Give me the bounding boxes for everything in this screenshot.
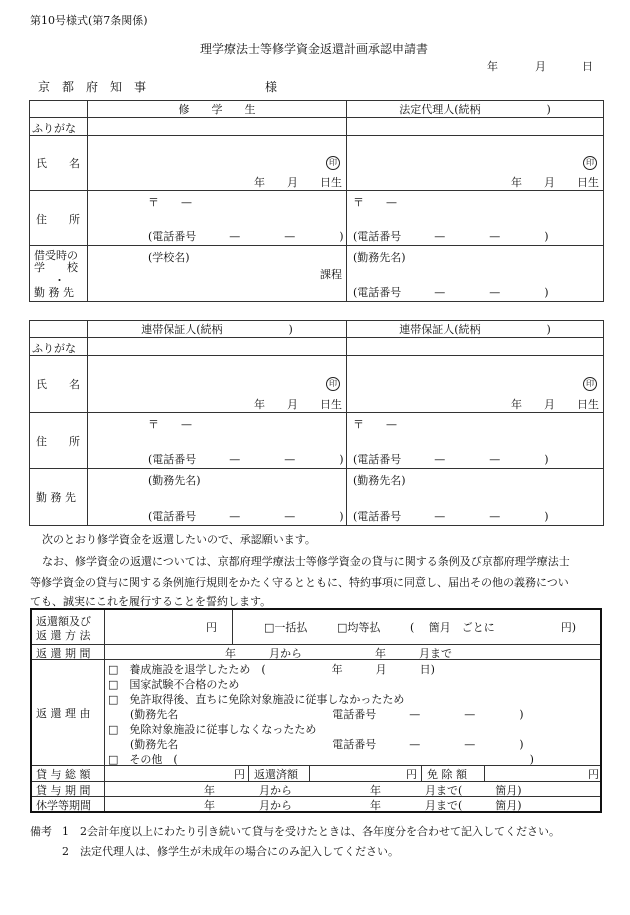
name-label: 氏 名	[30, 136, 88, 191]
body-line-3: 等修学資金の貸与に関する条例施行規則をかたく守るとともに、特約事項に同意し、届出その他の義務につい	[30, 576, 569, 589]
school-work-label: 借受時の 学 校 ・ 勤 務 先	[30, 246, 88, 302]
guarantor-2-furigana-field[interactable]	[347, 338, 604, 356]
work-label: 勤 務 先	[30, 469, 88, 526]
installment-months: ( 箇月 ごとに 円)	[410, 621, 577, 634]
loan-total-yen: 円	[234, 768, 245, 781]
leave-period-from: 年 月から	[204, 799, 292, 812]
guardian-name-field[interactable]	[347, 136, 604, 191]
seal-icon: 印	[583, 156, 597, 170]
student-address-field[interactable]: 〒 — (電話番号 — — )	[88, 191, 347, 246]
exempt-yen: 円	[588, 768, 599, 781]
note-1: 1 2会計年度以上にわたり引き続いて貸与を受けたときは、各年度分を合わせて記入してください。	[62, 825, 560, 838]
amount-label: 返還額及び	[36, 615, 91, 628]
form-number: 第10号様式(第7条関係)	[30, 14, 148, 27]
guardian-address-field[interactable]: 〒 — (電話番号 — — )	[347, 191, 604, 246]
loan-period-to: 年 月まで( 箇月)	[370, 784, 522, 797]
note-2: 2 法定代理人は、修学生が未成年の場合にのみ記入してください。	[62, 845, 399, 858]
furigana-label: ふりがな	[30, 338, 88, 356]
form-title: 理学療法士等修学資金返還計画承認申請書	[200, 42, 429, 56]
leave-period-label: 休学等期間	[36, 799, 91, 812]
addressee-suffix: 様	[265, 80, 278, 94]
date-year: 年	[487, 60, 498, 73]
guarantor-1-furigana-field[interactable]	[88, 338, 347, 356]
reason-item[interactable]: □ 国家試験不合格のため	[108, 678, 240, 691]
guarantor-1-header: 連帯保証人(続柄 )	[88, 321, 347, 338]
period-to: 年 月まで	[375, 647, 452, 660]
name-label: 氏 名	[30, 356, 88, 413]
addressee: 京 都 府 知 事	[38, 80, 147, 94]
guarantor-1-name-field[interactable]: 印 年 月 日生	[88, 356, 347, 413]
repaid-yen: 円	[406, 768, 417, 781]
guarantor-1-work-field[interactable]: (勤務先名) (電話番号 — — )	[88, 469, 347, 526]
guardian-work-field[interactable]: (勤務先名) (電話番号 — — )	[347, 246, 604, 302]
student-guardian-table	[29, 100, 604, 302]
installment-checkbox[interactable]: □均等払	[337, 621, 381, 634]
student-school-field[interactable]: (学校名) 課程	[88, 246, 347, 302]
repayment-table: 返還額及び 返 還 方 法 円 □一括払 □均等払 ( 箇月 ごとに 円) 返 還 期 間 年 月から 年 月まで 返 還 理 由 □ 養成施設を退学したため ( 年 月 日) □ 国家試験不合格のため □ 免許取得後、直ちに免除対象施設に従事しなかったため (勤務先名 電話番号 — — ) □ 免除対象施設に従事しなくなったため (勤務先名 電話番号 — — ) □ その他 ( ) 貸 与 総 額 円 返還済額 円 免 除 額 円 貸 与 期 間 年 月から 年 月まで( 箇月) 休学等期間 年 月から 年 月まで( 箇月)	[30, 608, 602, 813]
period-from: 年 月から	[225, 647, 302, 660]
body-line-2: なお、修学資金の返還については、京都府理学療法士等修学資金の貸与に関する条例及び京都府理学療法士	[42, 555, 570, 568]
date-day: 日	[582, 60, 593, 73]
guarantor-2-name-field[interactable]: 印 年 月 日生	[347, 356, 604, 413]
guarantor-1-address-field[interactable]: 〒 — (電話番号 — — )	[88, 413, 347, 469]
body-line-4: ても、誠実にこれを履行することを誓約します。	[30, 595, 272, 608]
guarantor-table	[29, 320, 604, 526]
leave-period-to: 年 月まで( 箇月)	[370, 799, 522, 812]
address-label: 住 所	[30, 191, 88, 246]
reason-item[interactable]: □ 免除対象施設に従事しなくなったため	[108, 723, 317, 736]
notes-label: 備考	[30, 825, 52, 838]
guarantor-2-address-field[interactable]: 〒 — (電話番号 — — )	[347, 413, 604, 469]
period-label: 返 還 期 間	[36, 647, 91, 660]
guardian-birth: 年 月 日生	[511, 176, 599, 189]
body-line-1: 次のとおり修学資金を返還したいので、承認願います。	[42, 533, 316, 546]
loan-period-from: 年 月から	[204, 784, 292, 797]
seal-icon: 印	[326, 156, 340, 170]
student-header: 修 学 生	[88, 101, 347, 118]
loan-total-label: 貸 与 総 額	[36, 768, 91, 781]
student-birth: 年 月 日生	[254, 176, 342, 189]
reason-item[interactable]: □ 養成施設を退学したため ( 年 月 日)	[108, 663, 435, 676]
date-month: 月	[535, 60, 546, 73]
reason-detail: (勤務先名 電話番号 — — )	[108, 738, 524, 751]
reason-label: 返 還 理 由	[36, 707, 91, 720]
exempt-label: 免 除 額	[427, 768, 467, 781]
amount-yen: 円	[206, 621, 217, 634]
reason-detail: (勤務先名 電話番号 — — )	[108, 708, 524, 721]
reason-list	[108, 661, 534, 766]
loan-period-label: 貸 与 期 間	[36, 784, 91, 797]
reason-item[interactable]: □ 免許取得後、直ちに免除対象施設に従事しなかったため	[108, 693, 405, 706]
guarantor-2-header: 連帯保証人(続柄 )	[347, 321, 604, 338]
reason-item[interactable]: □ その他 ( )	[108, 753, 534, 766]
guardian-furigana-field[interactable]	[347, 118, 604, 136]
furigana-label: ふりがな	[30, 118, 88, 136]
seal-icon: 印	[326, 377, 340, 391]
repaid-label: 返還済額	[254, 768, 298, 781]
student-name-field[interactable]	[88, 136, 347, 191]
guarantor-2-work-field[interactable]: (勤務先名) (電話番号 — — )	[347, 469, 604, 526]
address-label: 住 所	[30, 413, 88, 469]
guardian-header: 法定代理人(続柄 )	[347, 101, 604, 118]
lump-sum-checkbox[interactable]: □一括払	[264, 621, 308, 634]
student-furigana-field[interactable]	[88, 118, 347, 136]
seal-icon: 印	[583, 377, 597, 391]
